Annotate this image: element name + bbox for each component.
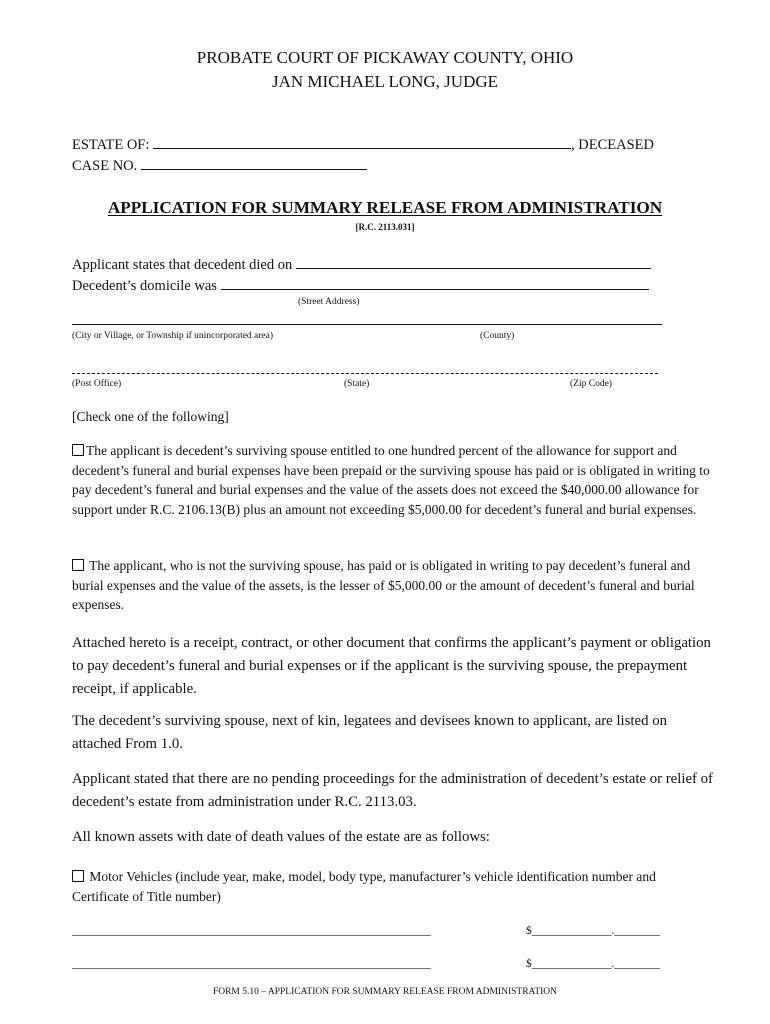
form-title: APPLICATION FOR SUMMARY RELEASE FROM ADMINISTRATION <box>107 198 663 217</box>
motor-vehicles-checkbox[interactable] <box>72 870 84 882</box>
case-line <box>72 157 367 175</box>
receipt-paragraph: Attached hereto is a receipt, contract, or other document that confirms the applicant’s payment or obligation to pay decedent’s funeral and burial expenses or if the applicant is the surviving spouse, the prepayment receipt, if applicable. <box>72 635 711 697</box>
option-spouse <box>72 441 720 519</box>
deceased-label: , DECEASED <box>571 137 654 153</box>
street-address-field[interactable] <box>221 277 649 290</box>
asset-description-field-1[interactable]: _______________________________________________________________ <box>72 925 431 937</box>
non-spouse-checkbox[interactable] <box>72 559 84 571</box>
asset-description-field-2[interactable]: _______________________________________________________________ <box>72 958 431 970</box>
pending-proceedings-paragraph: Applicant stated that there are no pending proceedings for the administration of decedent’s estate or relief of decedent’s estate from administration under R.C. 2113.03. <box>72 771 713 810</box>
asset-amount-field-2[interactable]: $______________.________ <box>526 958 660 970</box>
judge-name: JAN MICHAEL LONG, JUDGE <box>271 72 499 91</box>
next-of-kin-paragraph: The decedent’s surviving spouse, next of kin, legatees and devisees known to applicant, are listed on attached From 1.0. <box>72 713 668 752</box>
zip-caption: (Zip Code) <box>570 379 612 389</box>
death-date-line <box>72 256 651 274</box>
statute-reference: [R.C. 2113.031] <box>355 222 415 232</box>
option-spouse-text: The applicant is decedent’s surviving spouse entitled to one hundred percent of the allowance for support and decedent’s funeral and burial expenses have been prepaid or the surviving spouse has paid or is obligated in writing to pay decedent’s funeral and burial expenses and the value of the assets does not exceed the $40,000.00 allowance for support under R.C. 2106.13(B) plus an amount not exceeding $5,000.00 for decedent’s funeral and burial expenses. <box>72 443 710 517</box>
post-office-state-zip-field[interactable] <box>72 373 658 374</box>
court-name: PROBATE COURT OF PICKAWAY COUNTY, OHIO <box>196 48 574 67</box>
state-caption: (State) <box>344 379 370 389</box>
motor-vehicles-item <box>72 867 712 906</box>
county-caption: (County) <box>480 331 515 341</box>
street-address-caption: (Street Address) <box>298 297 360 307</box>
domicile-label: Decedent’s domicile was <box>72 278 217 294</box>
post-office-caption: (Post Office) <box>72 379 122 389</box>
check-instruction: [Check one of the following] <box>72 409 229 424</box>
asset-amount-field-1[interactable]: $______________.________ <box>526 925 660 937</box>
option-non-spouse-text: The applicant, who is not the surviving spouse, has paid or is obligated in writing to pay decedent’s funeral and burial expenses and the value of the assets, is the lesser of $5,000.00 or the amount of decedent’s funeral and burial expenses. <box>72 558 695 612</box>
death-date-field[interactable] <box>296 256 651 269</box>
estate-label: ESTATE OF: <box>72 137 150 153</box>
spouse-checkbox[interactable] <box>72 444 84 456</box>
form-footer: FORM 5.10 – APPLICATION FOR SUMMARY RELEASE FROM ADMINISTRATION <box>212 987 558 997</box>
option-non-spouse <box>72 556 720 615</box>
died-on-label: Applicant states that decedent died on <box>72 257 293 273</box>
assets-intro-paragraph: All known assets with date of death values of the estate are as follows: <box>72 829 490 845</box>
city-caption: (City or Village, or Township if unincorporated area) <box>72 331 274 341</box>
city-county-field[interactable] <box>72 324 662 325</box>
case-label: CASE NO. <box>72 158 138 174</box>
estate-name-field[interactable] <box>153 136 571 149</box>
case-number-field[interactable] <box>141 157 367 170</box>
motor-vehicles-text: Motor Vehicles (include year, make, model, body type, manufacturer’s vehicle identification number and Certificate of Title number) <box>72 869 656 904</box>
domicile-line <box>72 277 649 295</box>
estate-line <box>72 136 654 154</box>
